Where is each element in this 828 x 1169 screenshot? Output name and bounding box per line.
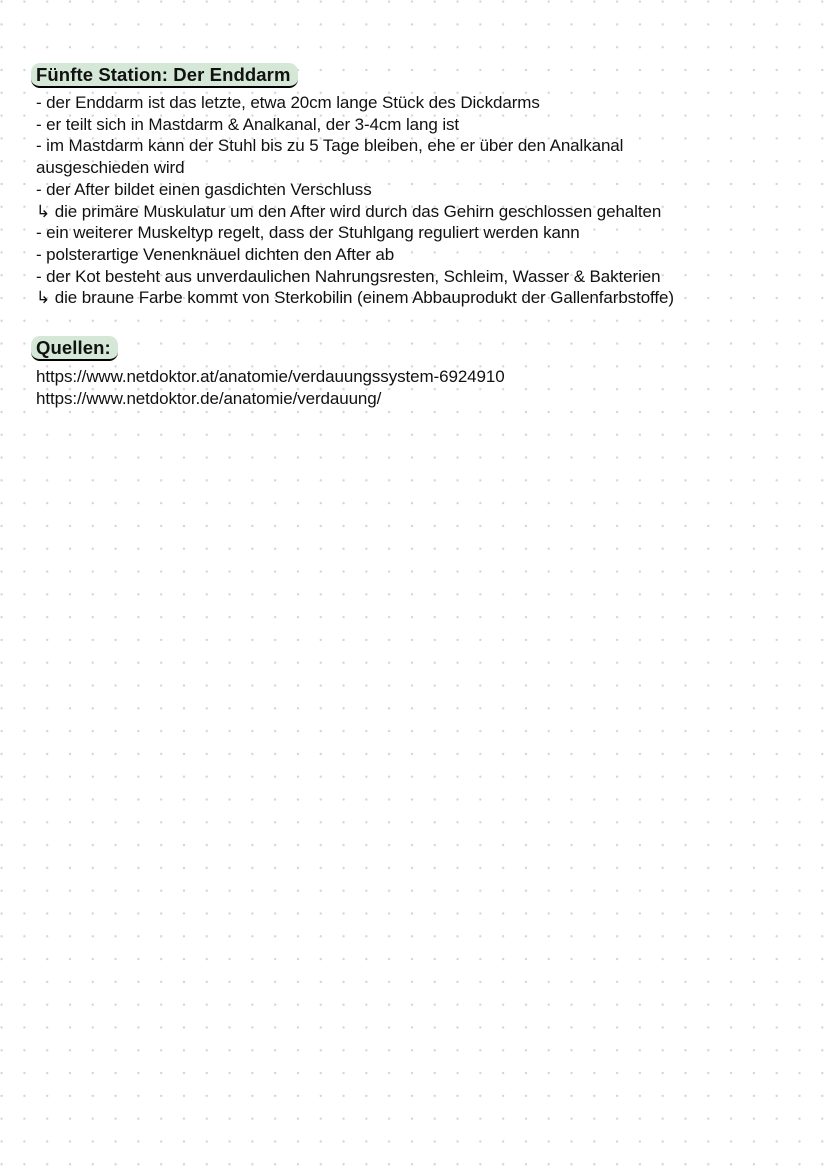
note-line: - polsterartige Venenknäuel dichten den After ab: [36, 244, 395, 264]
note-content: [36, 63, 796, 409]
source-url: https://www.netdoktor.at/anatomie/verdauungssystem-6924910: [36, 367, 505, 387]
note-line: - der After bildet einen gasdichten Verschluss: [36, 179, 372, 199]
note-line: - der Kot besteht aus unverdaulichen Nahrungsresten, Schleim, Wasser & Bakterien: [36, 266, 661, 286]
note-line: ↳ die primäre Muskulatur um den After wird durch das Gehirn geschlossen gehalten: [36, 201, 662, 221]
section-heading-row: [36, 63, 796, 88]
note-line: - im Mastdarm kann der Stuhl bis zu 5 Tage bleiben, ehe er über den Analkanal: [36, 136, 624, 156]
note-line: ↳ die braune Farbe kommt von Sterkobilin (einem Abbauprodukt der Gallenfarbstoffe): [36, 288, 674, 308]
sources-heading-row: [36, 336, 796, 361]
note-line: - der Enddarm ist das letzte, etwa 20cm lange Stück des Dickdarms: [36, 93, 540, 112]
note-line: - er teilt sich in Mastdarm & Analkanal, der 3-4cm lang ist: [36, 114, 460, 134]
source-url: https://www.netdoktor.de/anatomie/verdauung/: [36, 388, 382, 408]
note-body-lines: [36, 92, 796, 309]
sources-heading: Quellen:: [31, 336, 118, 361]
note-line: - ein weiterer Muskeltyp regelt, dass der Stuhlgang reguliert werden kann: [36, 223, 580, 243]
source-url-lines: [36, 366, 796, 409]
section-heading: Fünfte Station: Der Enddarm: [31, 63, 298, 88]
note-line: ausgeschieden wird: [36, 158, 185, 178]
